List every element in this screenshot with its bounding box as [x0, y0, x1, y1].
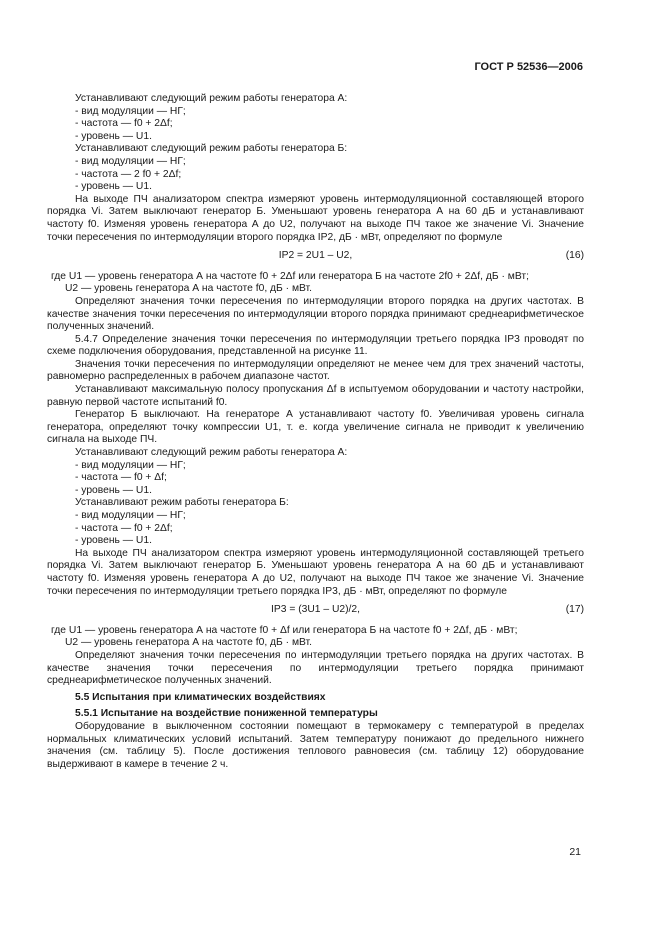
- list-item: - вид модуляции — НГ;: [75, 155, 186, 167]
- list-item: Устанавливают следующий режим работы генератора Б:: [75, 143, 348, 155]
- list-item: - уровень — U1.: [75, 181, 152, 193]
- list-item: - уровень — U1.: [75, 535, 152, 547]
- list-item: - уровень — U1.: [75, 484, 152, 496]
- paragraph: Определяют значения точки пересечения по интермодуляции второго порядка на других частотах. В качестве значения точки пересечения по интермодуляции второго порядка принимают среднеарифметическое полученных значений.: [47, 295, 584, 333]
- formula-17: [47, 604, 584, 617]
- list-item: - частота — f0 + Δf;: [75, 472, 167, 484]
- list-item: - вид модуляции — НГ;: [75, 459, 186, 471]
- where-clause: U2 — уровень генератора А на частоте f0, дБ · мВт.: [65, 283, 312, 295]
- where-clause: где U1 — уровень генератора А на частоте f0 + 2Δf или генератора Б на частоте 2f0 + 2Δf, дБ · мВт;: [51, 270, 529, 282]
- paragraph: На выходе ПЧ анализатором спектра измеряют уровень интермодуляционной составляющей второго порядка Vi. Затем выключают генератор Б. Уменьшают уровень генератора А на 60 дБ и устанавливают частоту f0. Изменяя уровень генератора А до U2, получают на выходе ПЧ такое же значение Vi. Значение точки пересечения по интермодуляции второго порядка IP2, дБ · мВт, определяют по формуле: [47, 193, 584, 243]
- page-number: 21: [569, 846, 581, 858]
- paragraph: На выходе ПЧ анализатором спектра измеряют уровень интермодуляционной составляющей третьего порядка Vi. Затем выключают генератор Б. Уменьшают уровень генератора А на 60 дБ и устанавливают частоту f0. Изменяя уровень генератора А до U2, получают на выходе ПЧ такое же значение Vi. Значение точки пересечения по интермодуляции третьего порядка IP3, дБ · мВт, определяют по формуле: [47, 547, 584, 597]
- list-item: Устанавливают следующий режим работы генератора А:: [75, 447, 348, 459]
- formula-expression: IP3 = (3U1 – U2)/2,: [271, 604, 360, 616]
- paragraph: Генератор Б выключают. На генераторе А устанавливают частоту f0. Увеличивая уровень сигнала генератора, определяют точку компрессии U1, т. е. когда увеличение сигнала не приводит к увеличению сигнала на выходе ПЧ.: [47, 409, 584, 446]
- document-header: ГОСТ Р 52536—2006: [474, 61, 583, 73]
- paragraph: Определяют значения точки пересечения по интермодуляции третьего порядка на других частотах. В качестве значения точки пересечения по интермодуляции третьего порядка принимают среднеарифметическое полученных значений.: [47, 649, 584, 687]
- list-item: - вид модуляции — НГ;: [75, 510, 186, 521]
- paragraph: 5.4.7 Определение значения точки пересечения по интермодуляции третьего порядка IP3 проводят по схеме подключения оборудования, представленной на рисунке 11.: [47, 333, 584, 358]
- where-clause: U2 — уровень генератора А на частоте f0, дБ · мВт.: [65, 637, 312, 649]
- list-item: - частота — f0 + 2Δf;: [75, 118, 173, 130]
- list-item: - частота — 2 f0 + 2Δf;: [75, 168, 182, 180]
- paragraph: Устанавливают максимальную полосу пропускания Δf в испытуемом оборудовании и частоту настройки, равную первой частоте испытаний f0.: [47, 384, 584, 408]
- formula-expression: IP2 = 2U1 – U2,: [278, 250, 353, 262]
- paragraph: Значения точки пересечения по интермодуляции определяют не менее чем для трех значений частоты, равномерно распределенных в рабочем диапазоне частот.: [47, 358, 584, 383]
- formula-16: [47, 250, 584, 263]
- list-item: - вид модуляции — НГ;: [75, 105, 186, 117]
- formula-number: (16): [565, 250, 584, 262]
- list-item: Устанавливают следующий режим работы генератора А:: [75, 93, 348, 104]
- list-item: - уровень — U1.: [75, 130, 152, 142]
- paragraph: Оборудование в выключенном состоянии помещают в термокамеру с температурой в пределах нормальных климатических условий испытаний. Затем температуру понижают до предельного нижнего значения (см. таблицу 5). После достижения теплового равновесия (см. таблицу 12) оборудование выдерживают в камере в течение 2 ч.: [47, 720, 584, 770]
- subsection-heading: 5.5.1 Испытание на воздействие пониженной температуры: [75, 708, 378, 720]
- list-item: - частота — f0 + 2Δf;: [75, 522, 173, 534]
- where-clause: где U1 — уровень генератора А на частоте f0 + Δf или генератора Б на частоте f0 + 2Δf, дБ · мВт;: [51, 624, 518, 636]
- section-heading: 5.5 Испытания при климатических воздействиях: [75, 691, 326, 703]
- list-item: Устанавливают режим работы генератора Б:: [75, 497, 289, 509]
- document-body: [47, 93, 584, 771]
- formula-number: (17): [565, 604, 584, 616]
